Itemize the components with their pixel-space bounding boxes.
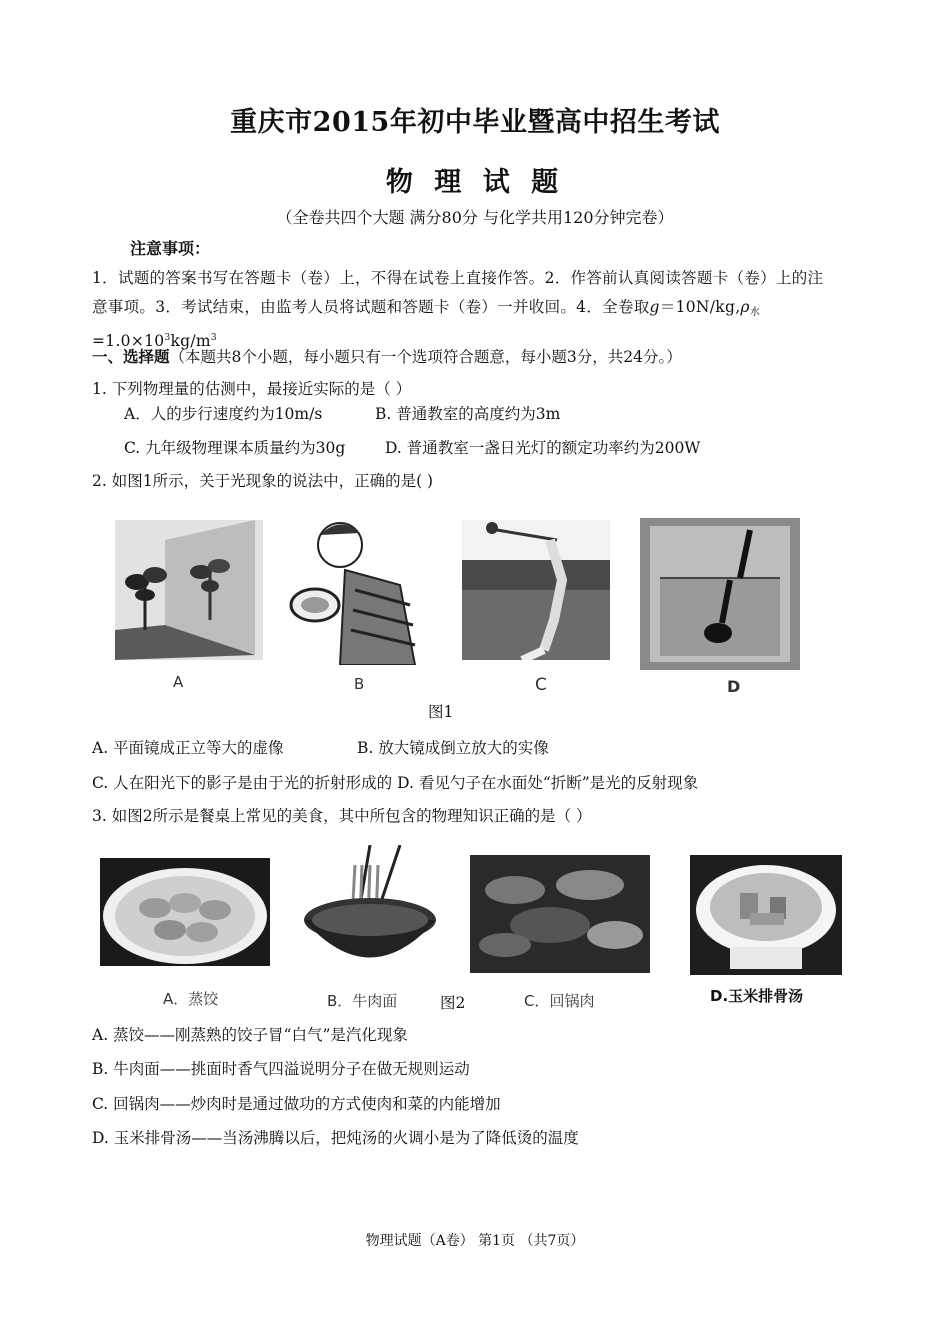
- figure1-image-d: [640, 518, 800, 670]
- figure2-label-a: A．蒸饺: [163, 990, 219, 1008]
- figure2-label-c: C．回锅肉: [524, 992, 595, 1010]
- golfer-shadow-illustration: [462, 520, 610, 660]
- q3-option-a: A. 蒸饺——刚蒸熟的饺子冒“白气”是汽化现象: [92, 1026, 408, 1044]
- beef-noodles-illustration: [300, 845, 440, 973]
- magnifier-boy-illustration: [285, 515, 425, 665]
- q1-option-d: D. 普通教室一盏日光灯的额定功率约为200W: [385, 439, 701, 457]
- steamed-dumplings-illustration: [100, 858, 270, 966]
- figure2-caption: 图2: [440, 994, 466, 1012]
- notice-line-1: 1．试题的答案书写在答题卡（卷）上，不得在试卷上直接作答。2．作答前认真阅读答题卡（卷）上的注: [92, 269, 824, 287]
- figure1-label-c: C: [535, 675, 547, 695]
- exam-scope: （全卷共四个大题 满分80分 与化学共用120分钟完卷）: [276, 208, 674, 227]
- twice-cooked-pork-illustration: [470, 855, 650, 973]
- mirror-plant-illustration: [115, 520, 263, 660]
- q2-option-cd: C. 人在阳光下的影子是由于光的折射形成的 D. 看见勺子在水面处“折断”是光的反射现象: [92, 774, 699, 792]
- figure1-label-a: A: [173, 673, 184, 691]
- figure2-image-a: [100, 858, 270, 966]
- figure1-caption: 图1: [428, 703, 454, 721]
- q1-option-b: B. 普通教室的高度约为3m: [375, 405, 561, 423]
- q1-stem: 1. 下列物理量的估测中，最接近实际的是（ ）: [92, 380, 412, 398]
- q3-option-c: C. 回锅肉——炒肉时是通过做功的方式使肉和菜的内能增加: [92, 1095, 501, 1113]
- figure1-image-b: [285, 515, 425, 665]
- notice-heading: 注意事项：: [130, 239, 211, 258]
- notice-line-2: 意事项。3．考试结束，由监考人员将试题和答题卡（卷）一并收回。4．全卷取$g=10N/kg,\rho_水$: [92, 298, 761, 318]
- q3-option-b: B. 牛肉面——挑面时香气四溢说明分子在做无规则运动: [92, 1060, 470, 1078]
- notice-text: [92, 264, 864, 352]
- figure2-image-d: [690, 855, 842, 975]
- q1-option-a: A．人的步行速度约为10m/s: [124, 405, 323, 423]
- figure2-image-c: [470, 855, 650, 973]
- spoon-in-water-illustration: [640, 518, 800, 670]
- figure1-label-d: D: [727, 677, 741, 696]
- section-1-header: 一、选择题（本题共8个小题，每小题只有一个选项符合题意，每小题3分，共24分。）: [92, 347, 682, 366]
- figure2-label-d: D.玉米排骨汤: [710, 987, 804, 1005]
- figure2-image-b: [300, 845, 440, 973]
- q2-stem: 2. 如图1所示，关于光现象的说法中，正确的是( ): [92, 472, 434, 490]
- figure1-image-c: [462, 520, 610, 660]
- figure1-label-b: B: [354, 675, 365, 693]
- q2-option-a: A. 平面镜成正立等大的虚像: [92, 739, 284, 757]
- q3-option-d: D. 玉米排骨汤——当汤沸腾以后，把炖汤的火调小是为了降低烫的温度: [92, 1129, 579, 1147]
- exam-title: 重庆市2015年初中毕业暨高中招生考试: [230, 107, 720, 138]
- corn-rib-soup-illustration: [690, 855, 842, 975]
- q1-option-c: C. 九年级物理课本质量约为30g: [124, 439, 346, 457]
- q2-option-b: B. 放大镜成倒立放大的实像: [357, 739, 549, 757]
- figure2-label-b: B．牛肉面: [327, 992, 398, 1010]
- notice-line-3: $=1.0\times 10^3kg/m^3$: [92, 332, 217, 351]
- q3-stem: 3. 如图2所示是餐桌上常见的美食，其中所包含的物理知识正确的是（ ）: [92, 807, 592, 825]
- page-footer: 物理试题（A卷） 第1页 （共7页）: [365, 1233, 585, 1249]
- figure1-image-a: [115, 520, 263, 660]
- exam-subtitle: 物 理 试 题: [385, 167, 565, 198]
